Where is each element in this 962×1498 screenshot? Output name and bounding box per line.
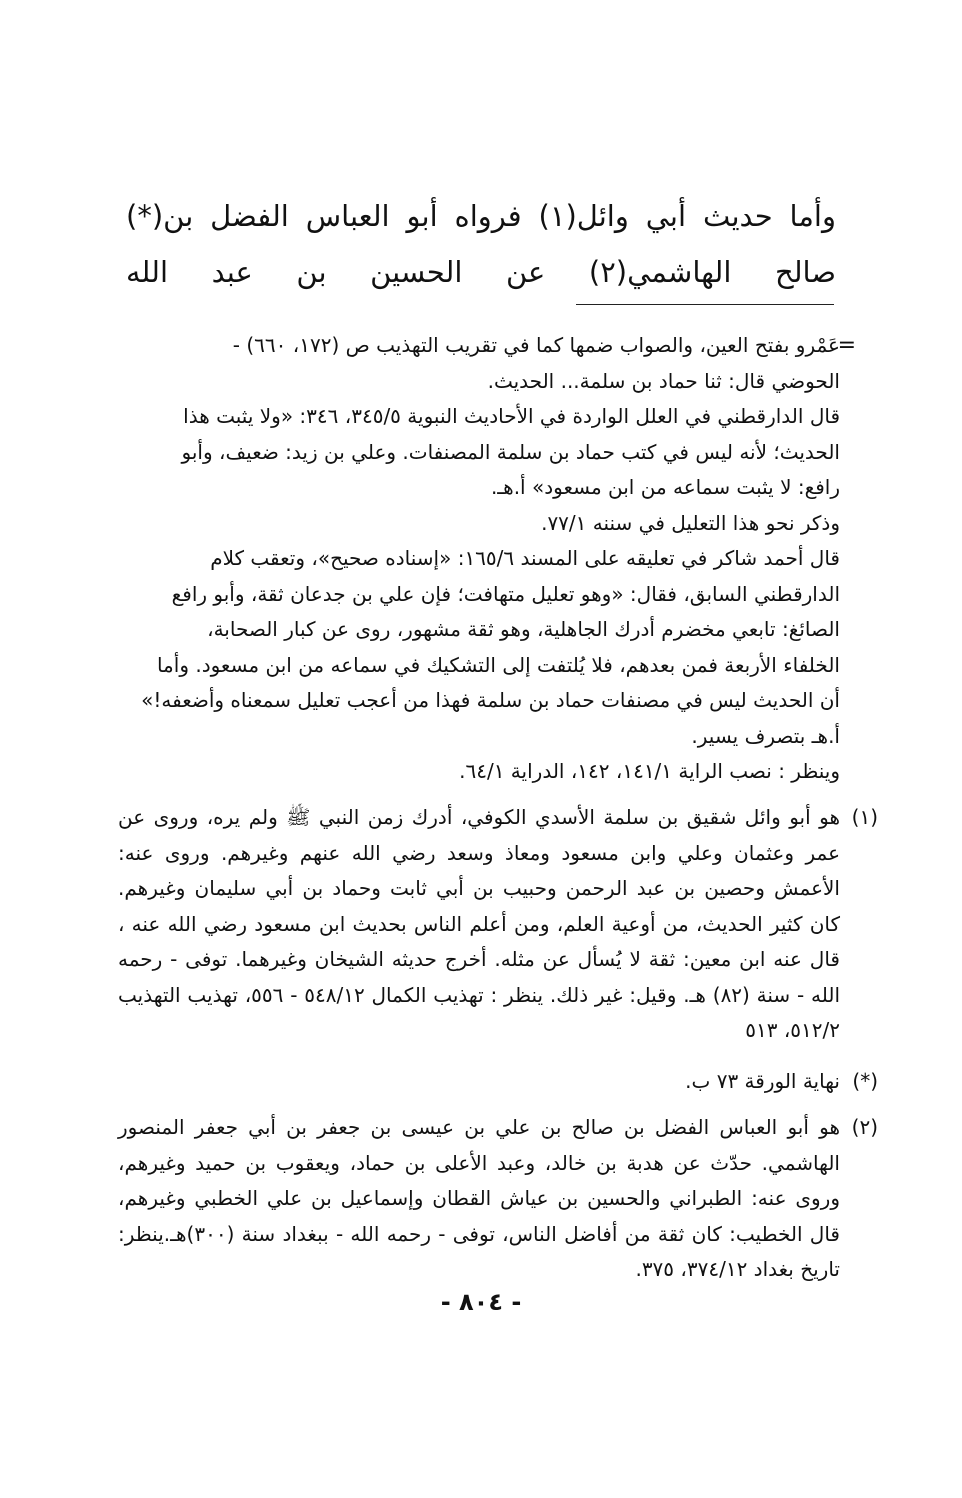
continued-footnote-line: الخلفاء الأربعة فمن بعدهم، فلا يُلتفت إلى التشكيك في سماعه من ابن مسعود. وأما: [156, 652, 840, 677]
continued-footnote-line: وذكر نحو هذا التعليل في سننه ٧٧/١.: [541, 510, 840, 535]
footnote-text: هو أبو وائل شقيق بن سلمة الأسدي الكوفي، أدرك زمن النبي ﷺ ولم يره، وروى عن عمر وعثمان وعلي وابن مسعود ومعاذ وسعد رضي الله عنهم وغيرهم. وروى عنه: الأعمش وحصين بن عبد الرحمن وحبيب بن أبي ثابت وحماد بن أبي سليمان وغيرهم. كان كثير الحديث، من أوعية العلم، ومن أعلم الناس بحديث ابن مسعود رضي الله عنه ، قال عنه ابن معين: ثقة لا يُسأل عن مثله. أخرج حديثه الشيخان وغيرهما. توفى - رحمه الله - سنة (٨٢) هـ. وقيل: غير ذلك. ينظر : تهذيب الكمال ٥٤٨/١٢ - ٥٥٦، تهذيب التهذيب ٥١٢/٢، ٥١٣: [118, 805, 840, 1042]
footnote-separator: [576, 304, 834, 305]
continued-footnote-line: وينظر : نصب الراية ١٤١/١، ١٤٢، الدراية ٦٤/١.: [459, 759, 840, 783]
main-text-line-1: وأما حديث أبي وائل(١) فرواه أبو العباس الفضل بن(*): [126, 199, 836, 233]
footnote-2: [118, 1110, 878, 1288]
footnote-text: هو أبو العباس الفضل بن صالح بن علي بن عيسى بن جعفر بن أبي جعفر المنصور الهاشمي. حدّث عن هدبة بن خالد، وعبد الأعلى بن حماد، ويعقوب بن حميد وغيرهم، وروى عنه: الطبراني والحسين بن عياش القطان وإسماعيل بن علي الخطبي وغيرهم، قال الخطيب: كان ثقة من أفاضل الناس، توفى - رحمه الله - ببغداد سنة (٣٠٠)هـ.ينظر: تاريخ بغداد ٣٧٤/١٢، ٣٧٥.: [118, 1115, 840, 1281]
continued-footnote-line: عَمْرو بفتح العين، والصواب ضمها كما في تقريب التهذيب ص (١٧٢، ٦٦٠) -: [232, 333, 840, 357]
main-text: [126, 188, 836, 300]
continued-footnote-line: قال الدارقطني في العلل الواردة في الأحاديث النبوية ٣٤٥/٥، ٣٤٦: «ولا يثبت هذا: [183, 404, 840, 428]
continued-footnote-line: رافع: لا يثبت سماعه من ابن مسعود» أ.هـ.: [490, 475, 840, 499]
continued-footnote: [118, 328, 856, 790]
continued-footnote-line: الصائغ: تابعي مخضرم أدرك الجاهلية، وهو ثقة مشهور، روى عن كبار الصحابة،: [207, 617, 840, 641]
continued-footnote-line: الحديث؛ لأنه ليس في كتب حماد بن سلمة المصنفات. وعلي بن زيد: ضعيف، وأبو: [181, 439, 840, 464]
continued-footnote-line: أ.هـ بتصرف يسير.: [691, 723, 840, 748]
footnote-text: نهاية الورقة ٧٣ ب.: [685, 1069, 840, 1093]
continued-footnote-line: أن الحديث ليس في مصنفات حماد بن سلمة فهذا من أعجب تعليل سمعناه وأضعفه!»: [141, 688, 840, 712]
continued-footnote-line: الحوضي قال: ثنا حماد بن سلمة... الحديث.: [487, 368, 840, 393]
continuation-marker: =: [837, 333, 856, 358]
continued-footnote-line: قال أحمد شاكر في تعليقه على المسند ١٦٥/٦: «إسناده صحيح»، وتعقب كلام: [210, 546, 840, 570]
page-number: - ٨٠٤ -: [440, 1288, 522, 1316]
footnote-star: [118, 1064, 878, 1100]
footnote-1: [118, 800, 878, 1049]
footnote-number: (١): [851, 805, 878, 829]
main-text-line-2: صالح الهاشمي(٢) عن الحسين بن عبد الله: [126, 255, 836, 289]
footnote-number: (*): [852, 1069, 878, 1093]
continued-footnote-line: الدارقطني السابق، فقال: «وهو تعليل متهافت؛ فإن علي بن جدعان ثقة، وأبو رافع: [171, 581, 840, 606]
footnote-number: (٢): [851, 1115, 878, 1139]
